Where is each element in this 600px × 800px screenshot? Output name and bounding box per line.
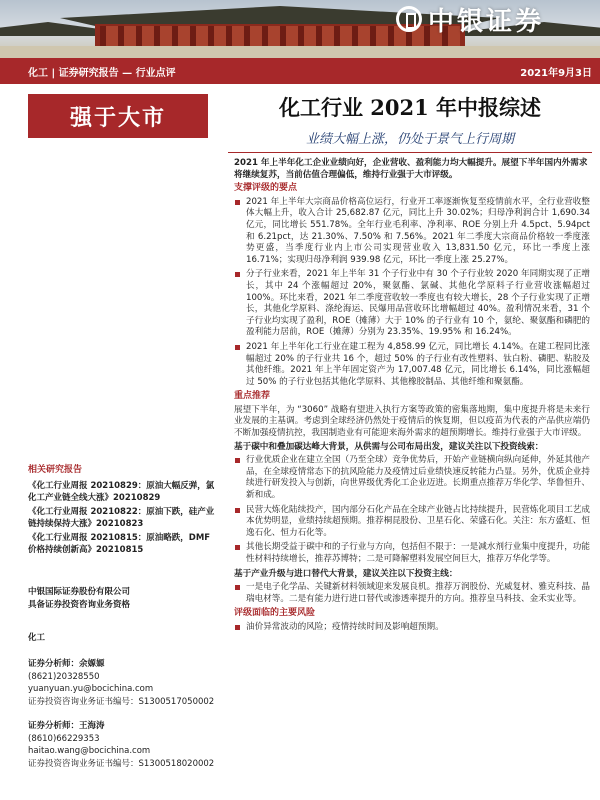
- analyst-email[interactable]: yuanyuan.yu@bocichina.com: [28, 684, 154, 694]
- bullet-item: 其他长期受益于碳中和的子行业与方向，包括但不限于：一是减水剂行业集中度提升，功能性材料持续增长，推荐苏博特；二是可降解塑料发展空间巨大，推荐万华化学等。: [234, 542, 590, 565]
- section-heading: 评级面临的主要风险: [234, 608, 316, 619]
- sidebar: [0, 84, 218, 800]
- report-topbar: [0, 58, 600, 84]
- bullet-item: 一是电子化学品、关键新材料领域迎来发展良机。推荐万润股份、光威复材、雅克科技、晶瑞电材等。二是有能力进行进口替代或渗透率提升的方向。推荐皇马科技、金禾实业等。: [234, 582, 590, 605]
- report-subtitle: 业绩大幅上涨，仍处于景气上行周期: [305, 132, 514, 147]
- bullet-item: 油价异常波动的风险；疫情持续时间及影响超预期。: [234, 622, 590, 634]
- sub-caption: 基于产业升级与进口替代大背景，建议关注以下投资主线：: [234, 568, 458, 579]
- analyst-2: [28, 718, 218, 770]
- report-title: 化工行业 2021 年中报综述: [278, 95, 542, 120]
- bullet-item: 行业优质企业在建立全国（乃至全球）竞争优势后，开始产业链横向纵向延伸，外延其他产品，在全球疫情常态下的抗风险能力及疫情过后业绩快速反转能力凸显。另外，优质企业持续进行研发投入与创新，向世界级优秀化工企业迈进。长期重点推荐万华化学、华鲁恒升、新和成。: [234, 455, 590, 501]
- related-reports: [28, 464, 218, 558]
- rating-badge: 强于大市: [28, 94, 208, 138]
- report-category: 化工 | 证券研究报告 — 行业点评: [28, 67, 176, 79]
- analyst-phone: (8610)66229353: [28, 733, 100, 744]
- analyst-name: 证券分析师：王海涛: [28, 721, 105, 731]
- title-divider: [228, 152, 592, 153]
- paragraph: 展望下半年，为 “3060” 战略有望进入执行方案等政策的密集落地期，集中度提升将是未来行业发展的主基调。考虑到全球经济仍然处于疫情后的恢复期，但以疫苗为代表的产品供应端仍不断加强疫情抗控，我国制造业有可能迎来海外需求的超预期增长。维持行业强于大市评级。: [234, 404, 590, 439]
- banner-base: [0, 46, 600, 58]
- industry-name: 化工: [28, 633, 46, 643]
- section-heading: 支撑评级的要点: [234, 183, 298, 194]
- section-heading: 重点推荐: [234, 391, 271, 402]
- intro-paragraph: 2021 年上半年化工企业业绩向好，企业营收、盈利能力均大幅提升。展望下半年国内外需求将继续复苏，当前估值合理偏低，维持行业强于大市评级。: [234, 158, 588, 180]
- analyst-cert: 证券投资咨询业务证书编号：S1300517050002: [28, 696, 215, 707]
- report-date: 2021年9月3日: [520, 67, 592, 79]
- related-item[interactable]: 《化工行业周报 20210822：原油下跌，硅产业链持续保持大涨》20210823: [28, 506, 215, 529]
- analyst-1: [28, 656, 218, 708]
- related-item[interactable]: 《化工行业周报 20210815：原油略跌，DMF价格持续创新高》20210815: [28, 532, 211, 555]
- bullet-item: 民营大炼化陆续投产，国内部分石化产品在全球产业链占比持续提升，民营炼化项目工艺成本优势明显，业绩持续超预期。推荐桐昆股份、卫星石化、荣盛石化。关注：东方盛虹、恒逸石化、恒力石化等。: [234, 505, 590, 540]
- analyst-phone: (8621)20328550: [28, 671, 100, 682]
- qualification-text: 中银国际证券股份有限公司 具备证券投资咨询业务资格: [28, 587, 131, 610]
- related-title: 相关研究报告: [28, 465, 83, 475]
- sub-caption: 基于碳中和叠加碳达峰大背景，从供需与公司布局出发，建议关注以下投资线索：: [234, 441, 544, 452]
- bullet-item: 2021 年上半年化工行业在建工程为 4,858.99 亿元，同比增长 4.14%。在建工程同比涨幅超过 20% 的子行业共 16 个，超过 50% 的子行业有改性塑料、钛白粉、磷肥、粘胶及其他纤维。2021 年上半年固定资产为 17,007.48 亿元，同比增长 6.14%，同比涨幅超过 50% 的子行业包括其他化学原料、其他橡胶制品、其他纤维和聚氨酯。: [234, 342, 590, 388]
- related-item[interactable]: 《化工行业周报 20210829：原油大幅反弹，氯化工产业链全线大涨》20210829: [28, 480, 215, 503]
- analyst-email[interactable]: haitao.wang@bocichina.com: [28, 746, 151, 756]
- brand-logo: [388, 0, 600, 38]
- qualification: [28, 586, 218, 611]
- analyst-cert: 证券投资咨询业务证书编号：S1300518020002: [28, 758, 215, 769]
- header-banner: [0, 0, 600, 58]
- industry-label: [28, 632, 218, 645]
- brand-name: 中银证券: [428, 6, 545, 37]
- analyst-name: 证券分析师：余嫄嫄: [28, 659, 105, 669]
- bank-logo-icon: [396, 6, 422, 32]
- bullet-item: 分子行业来看，2021 年上半年 31 个子行业中有 30 个子行业较 2020 年同期实现了正增长，其中 24 个涨幅超过 20%，聚氨酯、氯碱、其他化学原料子行业营收涨幅超过 100%。环比来看，2021 年二季度营收较一季度也有较大增长，28 个子行业实现了正增长，其他化学原料、涤纶海运、民爆用品营收环比增幅超过 40%。盈利情况来看，31 个子行业均实现了盈利，ROE（摊薄）大于 10% 的子行业有 10 个，氨纶、聚氨酯和磷肥的盈利能力居前，ROE（摊薄）分别为 23.35%、19.95% 和 16.24%。: [234, 269, 590, 339]
- bullet-item: 2021 年上半年大宗商品价格高位运行，行业开工率逐渐恢复至疫情前水平，全行业营收整体大幅上升，收入合计 25,682.87 亿元，同比上升 30.02%；归母净利润合计 1,690.34 亿元，同比增长 551.78%。全年行业毛利率、净利率、ROE 分别上升 4.5pct、5.94pct 和 6.21pct，达 21.30%、7.50% 和 7.56%。2021 年二季度大宗商品价格较一季度涨势更盛，当季度行业内上市公司实现营业收入 13,831.50 亿元，环比一季度上涨 16.71%；实现归母净利润 939.98 亿元，环比一季度上涨 25.27%。: [234, 197, 590, 267]
- report-body: [234, 158, 590, 637]
